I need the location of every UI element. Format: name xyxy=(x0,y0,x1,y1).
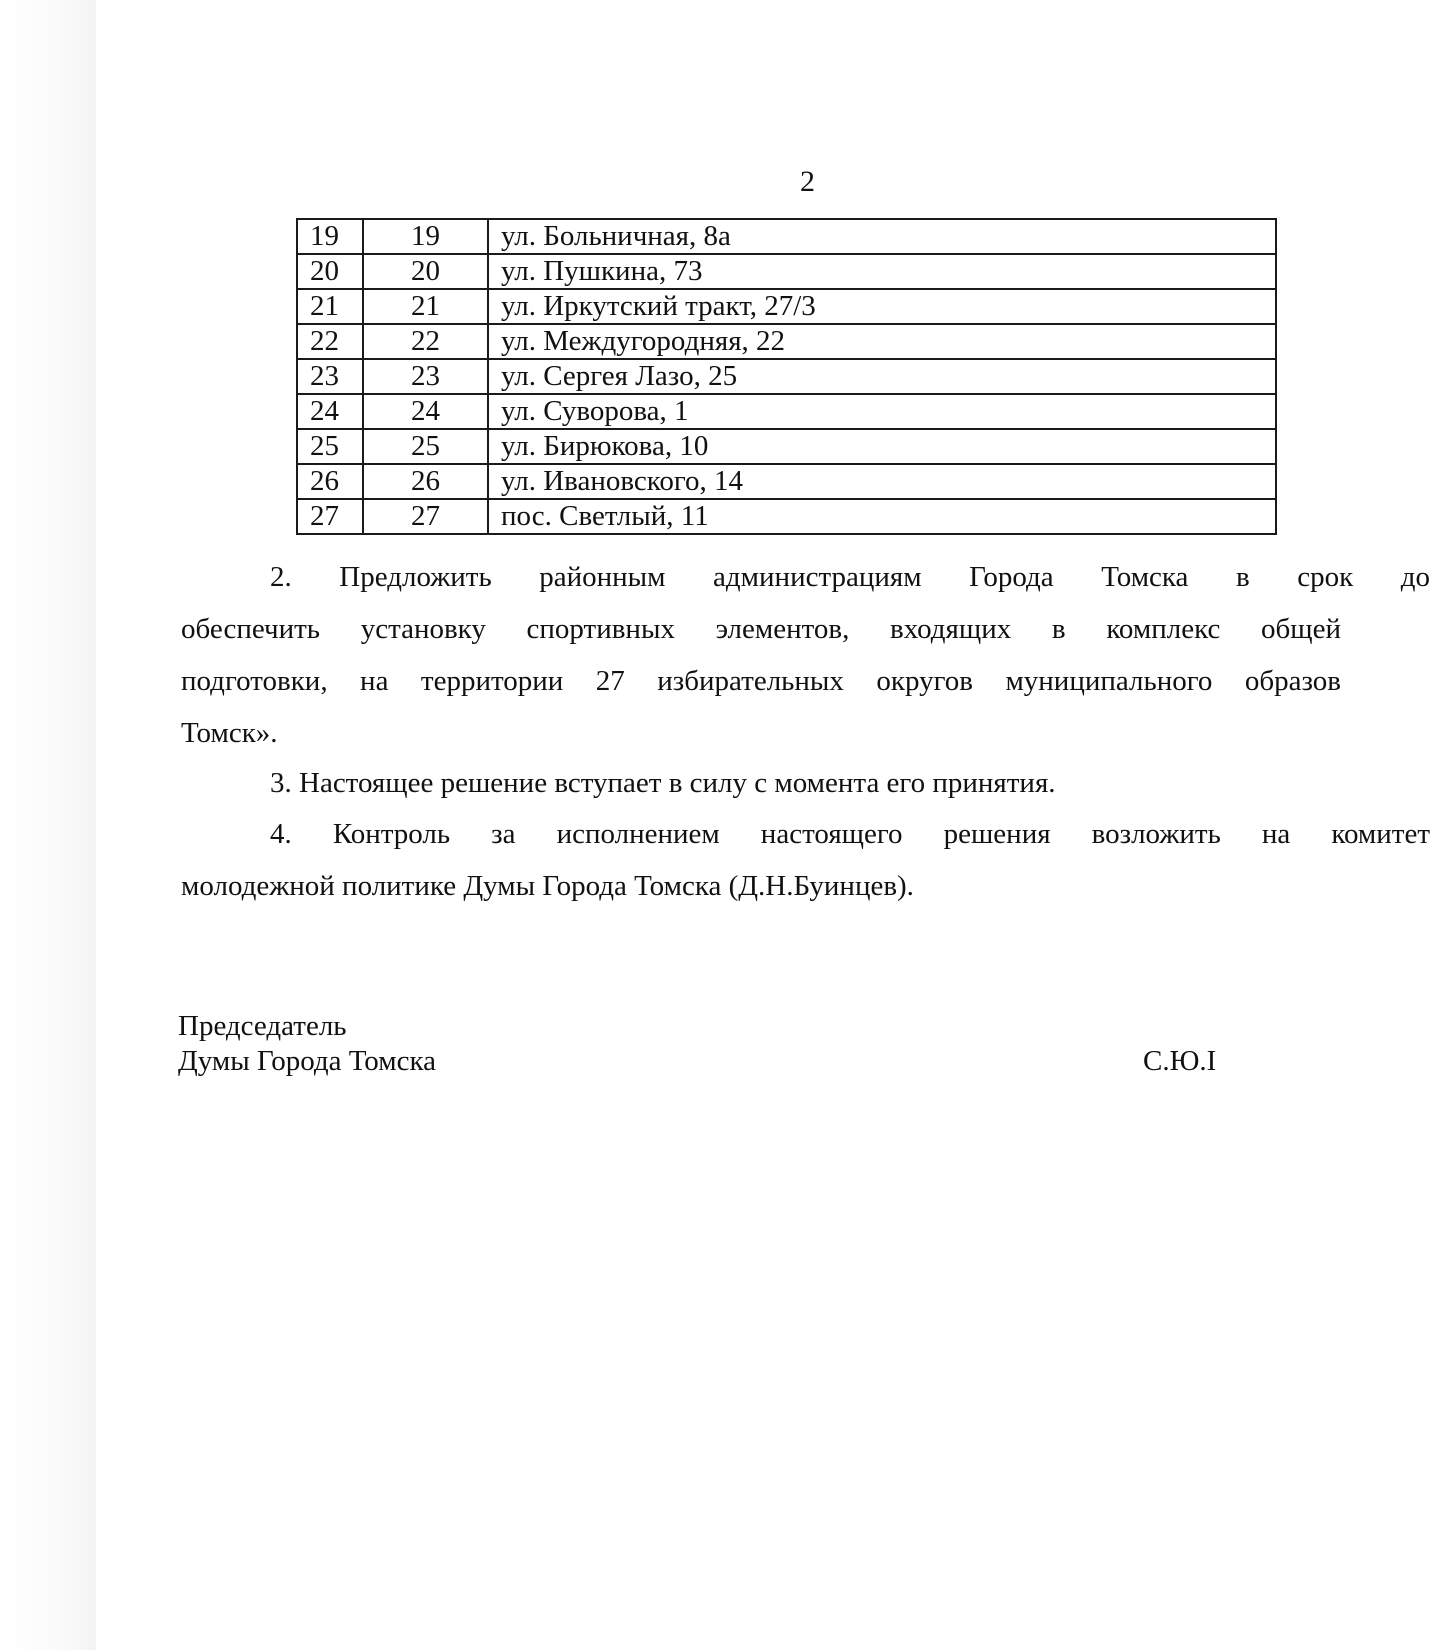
address-cell: ул. Междугородняя, 22 xyxy=(488,324,1276,359)
table-row xyxy=(297,429,1276,464)
row-number-cell: 19 xyxy=(297,219,363,254)
district-number-cell: 21 xyxy=(363,289,488,324)
paragraph-2-line-4: Томск». xyxy=(181,717,278,749)
paragraph-2-line-2: обеспечить установку спортивных элементов, входящих в комплекс общей xyxy=(181,613,1341,645)
table-row xyxy=(297,254,1276,289)
table-row xyxy=(297,219,1276,254)
signature-title-line-2: Думы Города Томска xyxy=(178,1045,436,1077)
district-number-cell: 22 xyxy=(363,324,488,359)
paragraph-4 xyxy=(181,808,1430,912)
district-number-cell: 23 xyxy=(363,359,488,394)
table-row xyxy=(297,289,1276,324)
paragraph-4-line-2: молодежной политике Думы Города Томска (Д.Н.Буинцев). xyxy=(181,870,914,902)
table-row xyxy=(297,464,1276,499)
row-number-cell: 26 xyxy=(297,464,363,499)
table-row xyxy=(297,359,1276,394)
address-cell: ул. Больничная, 8а xyxy=(488,219,1276,254)
signature-title-line-1: Председатель xyxy=(178,1010,347,1042)
district-number-cell: 27 xyxy=(363,499,488,534)
table-row xyxy=(297,394,1276,429)
row-number-cell: 27 xyxy=(297,499,363,534)
table-body xyxy=(297,219,1276,534)
paragraph-2-line-1: 2. Предложить районным администрациям Города Томска в срок до xyxy=(270,561,1430,593)
address-cell: пос. Светлый, 11 xyxy=(488,499,1276,534)
row-number-cell: 24 xyxy=(297,394,363,429)
table-row xyxy=(297,499,1276,534)
address-cell: ул. Бирюкова, 10 xyxy=(488,429,1276,464)
paragraph-3-line-1: 3. Настоящее решение вступает в силу с момента его принятия. xyxy=(270,767,1056,799)
signature-name: С.Ю.I xyxy=(1143,1045,1217,1077)
table-row xyxy=(297,324,1276,359)
polling-stations-table xyxy=(296,218,1277,535)
address-cell: ул. Ивановского, 14 xyxy=(488,464,1276,499)
row-number-cell: 21 xyxy=(297,289,363,324)
page-number: 2 xyxy=(800,165,815,198)
address-cell: ул. Иркутский тракт, 27/3 xyxy=(488,289,1276,324)
row-number-cell: 22 xyxy=(297,324,363,359)
address-cell: ул. Сергея Лазо, 25 xyxy=(488,359,1276,394)
district-number-cell: 26 xyxy=(363,464,488,499)
scan-edge-shadow xyxy=(0,0,96,1650)
district-number-cell: 25 xyxy=(363,429,488,464)
paragraph-2-line-3: подготовки, на территории 27 избирательных округов муниципального образов xyxy=(181,665,1341,697)
district-number-cell: 20 xyxy=(363,254,488,289)
row-number-cell: 23 xyxy=(297,359,363,394)
district-number-cell: 19 xyxy=(363,219,488,254)
paragraph-4-line-1: 4. Контроль за исполнением настоящего решения возложить на комитет xyxy=(270,818,1430,850)
paragraph-3 xyxy=(181,757,1275,809)
row-number-cell: 20 xyxy=(297,254,363,289)
address-cell: ул. Суворова, 1 xyxy=(488,394,1276,429)
address-cell: ул. Пушкина, 73 xyxy=(488,254,1276,289)
row-number-cell: 25 xyxy=(297,429,363,464)
paragraph-2 xyxy=(181,551,1430,759)
district-number-cell: 24 xyxy=(363,394,488,429)
